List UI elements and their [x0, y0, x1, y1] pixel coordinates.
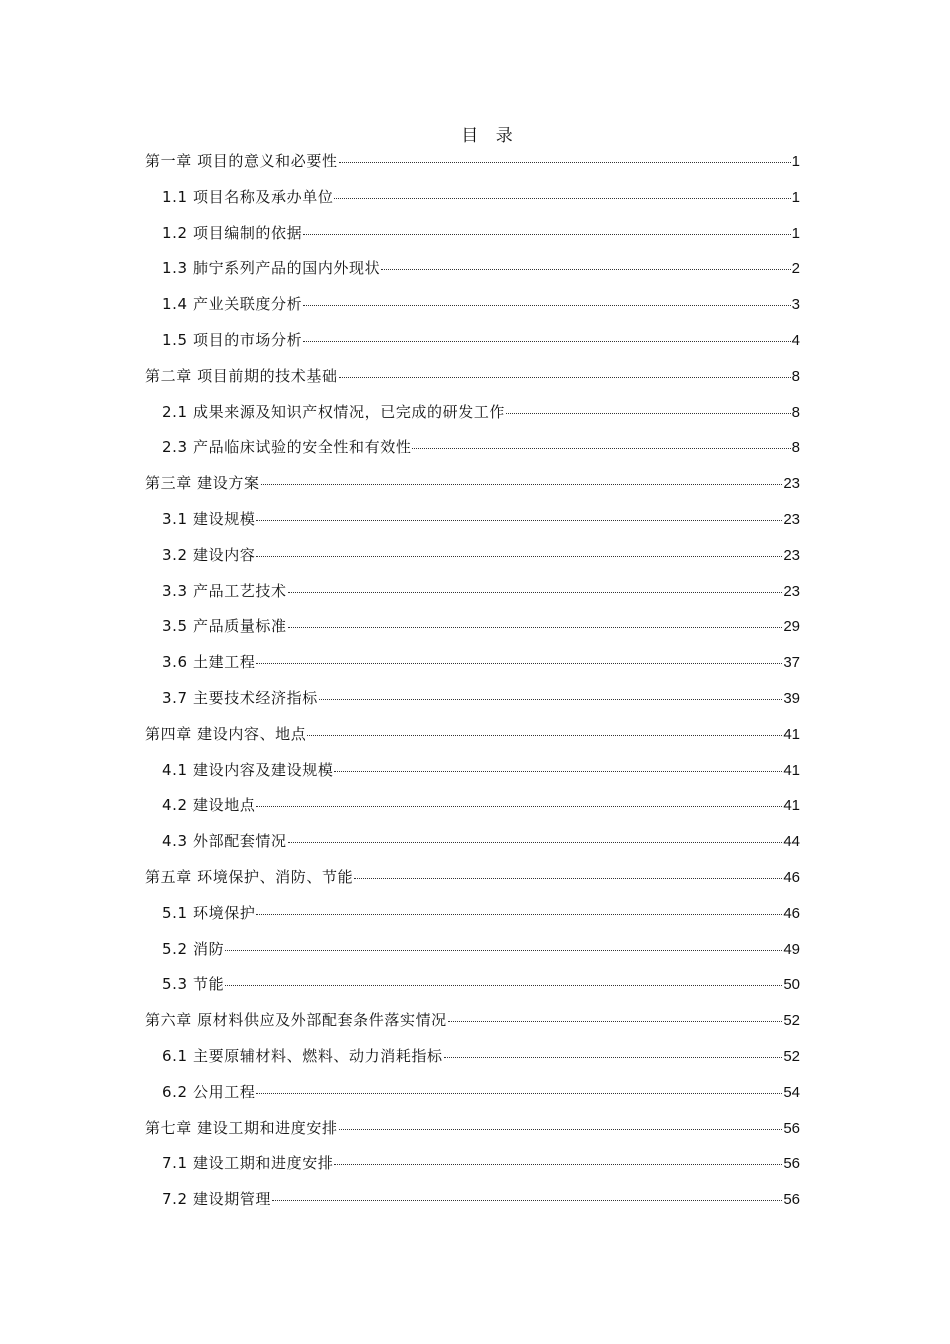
toc-page-number: 8: [791, 403, 800, 421]
toc-section-entry[interactable]: [145, 579, 800, 615]
toc-entry-label: 第一章 项目的意义和必要性: [145, 152, 338, 170]
toc-dot-leader: [256, 913, 782, 915]
toc-page-number: 56: [783, 1119, 800, 1137]
toc-section-entry[interactable]: [145, 1080, 800, 1116]
toc-chapter-entry[interactable]: [145, 149, 800, 185]
toc-entry-label: 3.1 建设规模: [162, 509, 256, 528]
toc-entry-label: 5.3 节能: [162, 975, 225, 994]
toc-page-number: 52: [783, 1012, 800, 1030]
toc-page-number: 50: [783, 976, 800, 994]
toc-entry-label: 6.1 主要原辅材料、燃料、动力消耗指标: [162, 1046, 443, 1065]
toc-page-number: 4: [791, 331, 800, 349]
toc-entry-label: 第二章 项目前期的技术基础: [145, 366, 338, 385]
toc-page-number: 46: [783, 868, 800, 886]
toc-dot-leader: [506, 412, 791, 414]
toc-entry-label: 1.3 肺宁系列产品的国内外现状: [162, 259, 381, 278]
toc-dot-leader: [256, 519, 782, 521]
toc-section-entry[interactable]: [145, 901, 800, 937]
toc-entry-label: 7.1 建设工期和进度安排: [162, 1154, 334, 1173]
toc-section-entry[interactable]: [145, 937, 800, 973]
toc-entry-label: 4.3 外部配套情况: [162, 832, 287, 851]
toc-chapter-entry[interactable]: [145, 865, 800, 901]
toc-entry-label: 1.4 产业关联度分析: [162, 295, 303, 314]
toc-dot-leader: [381, 268, 790, 270]
toc-entry-label: 6.2 公用工程: [162, 1082, 256, 1101]
toc-page-number: 3: [791, 296, 800, 314]
toc-page-number: 41: [783, 797, 800, 815]
toc-section-entry[interactable]: [145, 829, 800, 865]
toc-page-number: 1: [791, 188, 800, 206]
toc-page-number: 54: [783, 1083, 800, 1101]
toc-chapter-entry[interactable]: [145, 471, 800, 507]
toc-dot-leader: [334, 770, 782, 772]
toc-page-number: 29: [783, 618, 800, 636]
toc-section-entry[interactable]: [145, 1044, 800, 1080]
toc-section-entry[interactable]: [145, 435, 800, 471]
toc-dot-leader: [288, 591, 783, 593]
toc-entry-label: 1.1 项目名称及承办单位: [162, 187, 334, 206]
toc-dot-leader: [334, 1163, 782, 1165]
toc-dot-leader: [307, 734, 782, 736]
toc-entry-label: 7.2 建设期管理: [162, 1190, 272, 1209]
toc-dot-leader: [303, 233, 790, 235]
toc-entry-label: 3.7 主要技术经济指标: [162, 688, 318, 707]
toc-entry-label: 2.1 成果来源及知识产权情况，已完成的研发工作: [162, 402, 506, 421]
toc-chapter-entry[interactable]: [145, 1008, 800, 1044]
toc-section-entry[interactable]: [145, 507, 800, 543]
toc-page-number: 1: [791, 224, 800, 242]
toc-dot-leader: [256, 662, 782, 664]
toc-page-number: 41: [783, 725, 800, 743]
toc-chapter-entry[interactable]: [145, 1116, 800, 1152]
toc-entry-label: 第四章 建设内容、地点: [145, 724, 307, 743]
toc-dot-leader: [225, 984, 782, 986]
toc-dot-leader: [303, 340, 790, 342]
toc-entry-label: 第七章 建设工期和进度安排: [145, 1118, 338, 1137]
toc-section-entry[interactable]: [145, 1151, 800, 1187]
toc-entry-label: 4.1 建设内容及建设规模: [162, 760, 334, 779]
toc-entry-label: 第五章 环境保护、消防、节能: [145, 867, 354, 886]
toc-section-entry[interactable]: [145, 328, 800, 364]
toc-entry-label: 3.2 建设内容: [162, 545, 256, 564]
toc-dot-leader: [354, 877, 782, 879]
toc-page-number: 8: [791, 367, 800, 385]
toc-dot-leader: [261, 483, 783, 485]
toc-section-entry[interactable]: [145, 793, 800, 829]
toc-page-number: 37: [783, 654, 800, 672]
toc-dot-leader: [339, 1128, 783, 1130]
toc-section-entry[interactable]: [145, 686, 800, 722]
toc-page-number: 52: [783, 1047, 800, 1065]
toc-entry-label: 1.5 项目的市场分析: [162, 330, 303, 349]
toc-page-number: 56: [783, 1191, 800, 1209]
toc-dot-leader: [288, 626, 783, 628]
toc-dot-leader: [256, 805, 782, 807]
toc-dot-leader: [339, 376, 791, 378]
toc-page-number: 56: [783, 1155, 800, 1173]
toc-section-entry[interactable]: [145, 614, 800, 650]
toc-section-entry[interactable]: [145, 543, 800, 579]
toc-title: 目 录: [461, 126, 519, 146]
toc-chapter-entry[interactable]: [145, 364, 800, 400]
toc-page-number: 44: [783, 833, 800, 851]
toc-dot-leader: [272, 1199, 782, 1201]
toc-entry-label: 4.2 建设地点: [162, 796, 256, 815]
toc-page-number: 41: [783, 761, 800, 779]
toc-section-entry[interactable]: [145, 400, 800, 436]
toc-page-number: 39: [783, 689, 800, 707]
toc-page-number: 1: [791, 153, 800, 170]
toc-entry-label: 5.1 环境保护: [162, 903, 256, 922]
toc-dot-leader: [339, 161, 791, 163]
toc-dot-leader: [412, 447, 790, 449]
toc-dot-leader: [448, 1020, 783, 1022]
toc-dot-leader: [334, 197, 790, 199]
toc-chapter-entry[interactable]: [145, 722, 800, 758]
toc-page-number: 23: [783, 510, 800, 528]
toc-page-number: 49: [783, 940, 800, 958]
toc-page-number: 23: [783, 546, 800, 564]
toc-entry-label: 1.2 项目编制的依据: [162, 223, 303, 242]
toc-entry-label: 第六章 原材料供应及外部配套条件落实情况: [145, 1011, 447, 1030]
toc-section-entry[interactable]: [145, 256, 800, 292]
toc-page-number: 23: [783, 475, 800, 493]
toc-list: [145, 149, 800, 1223]
toc-section-entry[interactable]: [145, 185, 800, 221]
toc-section-entry[interactable]: [145, 650, 800, 686]
toc-section-entry[interactable]: [145, 972, 800, 1008]
toc-page-number: 2: [791, 260, 800, 278]
toc-dot-leader: [225, 949, 782, 951]
toc-entry-label: 3.5 产品质量标准: [162, 617, 287, 636]
toc-dot-leader: [303, 304, 790, 306]
toc-entry-label: 第三章 建设方案: [145, 474, 260, 493]
toc-entry-label: 3.6 土建工程: [162, 653, 256, 672]
toc-dot-leader: [319, 698, 782, 700]
toc-page-number: 23: [783, 582, 800, 600]
toc-section-entry[interactable]: [145, 292, 800, 328]
toc-dot-leader: [256, 555, 782, 557]
toc-dot-leader: [288, 841, 783, 843]
toc-page-number: 46: [783, 904, 800, 922]
toc-section-entry[interactable]: [145, 1187, 800, 1223]
toc-page-number: 8: [791, 439, 800, 457]
toc-entry-label: 5.2 消防: [162, 939, 225, 958]
toc-section-entry[interactable]: [145, 221, 800, 257]
toc-entry-label: 3.3 产品工艺技术: [162, 581, 287, 600]
toc-section-entry[interactable]: [145, 758, 800, 794]
toc-dot-leader: [256, 1092, 782, 1094]
toc-entry-label: 2.3 产品临床试验的安全性和有效性: [162, 438, 412, 457]
toc-dot-leader: [444, 1056, 783, 1058]
